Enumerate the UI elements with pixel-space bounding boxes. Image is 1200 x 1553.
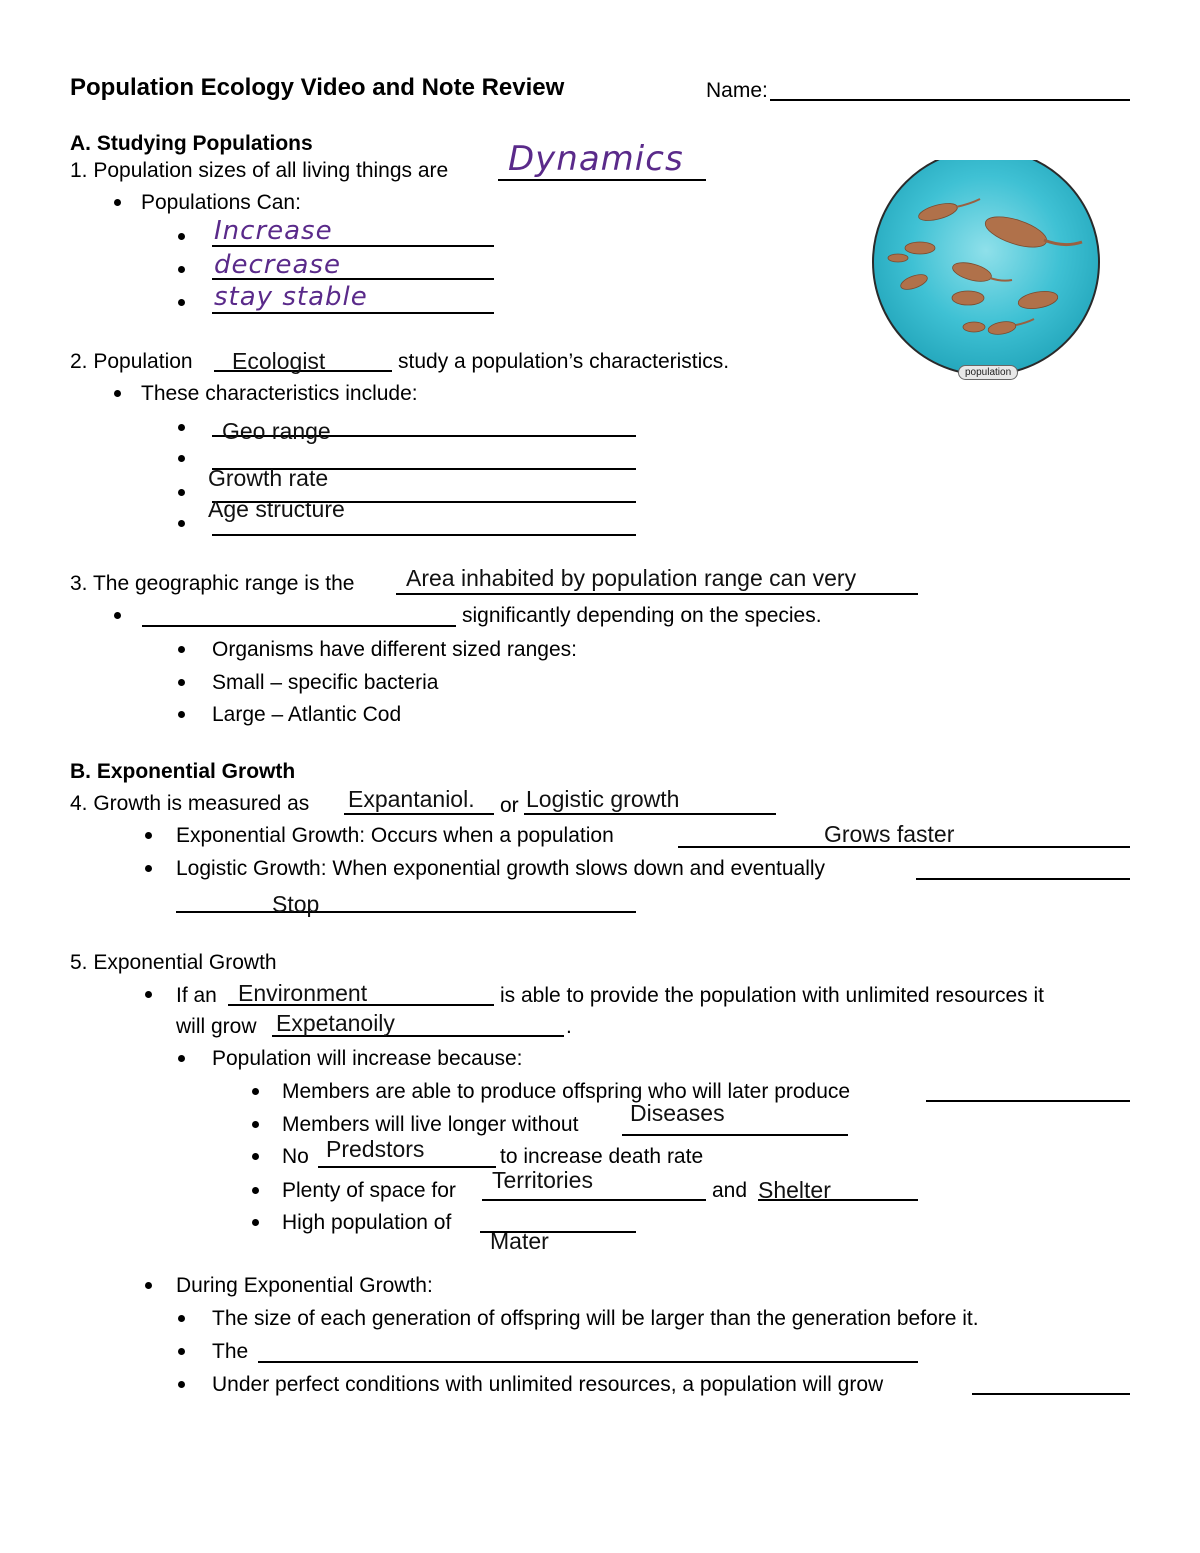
bullet-icon [252,1153,259,1160]
populations-can-label: Populations Can: [141,191,301,214]
the-label: The [212,1340,249,1363]
plenty-label: Plenty of space for [282,1179,456,1202]
territories-blank[interactable] [482,1199,706,1201]
bullet-icon [178,1348,185,1355]
q1-handwritten-answer: Dynamics [508,139,684,179]
q3-answer: Area inhabited by population range can very [406,565,857,591]
if-an: If an [176,984,217,1007]
q4-blank-2[interactable] [524,813,776,815]
name-field[interactable] [770,99,1130,101]
log-blank-2[interactable] [176,911,636,913]
perfect-label: Under perfect conditions with unlimited resources, a population will grow [212,1373,884,1396]
members-1: Members are able to produce offspring who will later produce [282,1080,851,1103]
generation-note: The size of each generation of offspring will be larger than the generation before it. [212,1307,979,1330]
members-2: Members will live longer without [282,1113,579,1136]
can-answer-3: stay stable [214,282,368,312]
bullet-icon [178,646,185,653]
question-3-pre: 3. The geographic range is the [70,572,355,595]
members-1-blank[interactable] [926,1100,1130,1102]
question-5: 5. Exponential Growth [70,951,277,974]
bullet-icon [252,1088,259,1095]
range-item-2: Small – specific bacteria [212,671,439,694]
territories-answer: Territories [492,1167,593,1193]
population-illustration [868,160,1104,386]
bullet-icon [145,991,152,998]
can-blank-3[interactable] [212,312,494,314]
can-answer-2: decrease [214,250,341,280]
characteristic-blank-4[interactable] [212,534,636,536]
bullet-icon [178,455,185,462]
page-title: Population Ecology Video and Note Review [70,74,565,101]
log-answer: Stop [272,891,320,917]
shelter-answer: Shelter [758,1177,831,1203]
q4-blank-1[interactable] [344,813,494,815]
range-item-3: Large – Atlantic Cod [212,703,402,726]
bullet-icon [145,1282,152,1289]
bullet-icon [178,1315,185,1322]
q4-answer-1: Expantaniol. [348,786,475,812]
exp-definition: Exponential Growth: Occurs when a population [176,824,614,847]
no-label: No [282,1145,309,1168]
q3-blank-2[interactable] [142,625,456,627]
bullet-icon [178,266,185,273]
diseases-blank[interactable] [622,1134,848,1136]
bullet-icon [145,865,152,872]
population-image-label: population [958,365,1018,380]
bullet-icon [178,299,185,306]
bullet-icon [252,1121,259,1128]
bullet-icon [178,424,185,431]
and-label: and [712,1179,748,1202]
can-answer-1: Increase [214,216,333,246]
will-grow: will grow [176,1015,257,1038]
question-3-cont: significantly depending on the species. [462,604,822,627]
q4-answer-2: Logistic growth [526,786,680,812]
bullet-icon [178,489,185,496]
high-pop-label: High population of [282,1211,452,1234]
bullet-icon [252,1187,259,1194]
no-post: to increase death rate [500,1145,704,1168]
grow-answer: Expetanoily [276,1010,395,1036]
question-2-post: study a population’s characteristics. [398,350,730,373]
the-blank[interactable] [258,1361,918,1363]
bullet-icon [178,679,185,686]
bullet-icon [114,612,121,619]
characteristic-answer-2: Growth rate [208,465,329,491]
log-definition: Logistic Growth: When exponential growth slows down and eventually [176,857,826,880]
diseases-answer: Diseases [630,1100,725,1126]
bullet-icon [178,1055,185,1062]
environment-answer: Environment [238,980,368,1006]
bullet-icon [114,390,121,397]
bullet-icon [145,832,152,839]
increase-because: Population will increase because: [212,1047,523,1070]
q3-blank[interactable] [396,593,918,595]
characteristic-answer-1: Geo range [222,418,331,444]
section-a-heading: A. Studying Populations [70,132,313,155]
q2-answer: Ecologist [232,348,326,374]
predators-answer: Predstors [326,1136,425,1162]
section-b-heading: B. Exponential Growth [70,760,296,783]
bullet-icon [178,520,185,527]
bullet-icon [178,711,185,718]
perfect-blank[interactable] [972,1393,1130,1395]
exp-answer: Grows faster [824,821,955,847]
q4-or: or [500,794,519,817]
characteristic-answer-3: Age structure [208,496,345,522]
question-2-pre: 2. Population [70,350,193,373]
if-post: is able to provide the population with unlimited resources it [500,984,1044,1007]
q1-blank[interactable] [498,179,706,181]
question-1: 1. Population sizes of all living things are [70,159,449,182]
mater-answer: Mater [490,1228,549,1254]
range-item-1: Organisms have different sized ranges: [212,638,577,661]
bullet-icon [178,1381,185,1388]
bullet-icon [114,199,121,206]
during-label: During Exponential Growth: [176,1274,433,1297]
question-4-pre: 4. Growth is measured as [70,792,310,815]
predators-blank[interactable] [318,1166,496,1168]
characteristics-intro: These characteristics include: [141,382,418,405]
name-label: Name: [706,79,768,102]
bullet-icon [252,1219,259,1226]
bullet-icon [178,233,185,240]
log-blank-1[interactable] [916,878,1130,880]
period: . [566,1015,572,1038]
